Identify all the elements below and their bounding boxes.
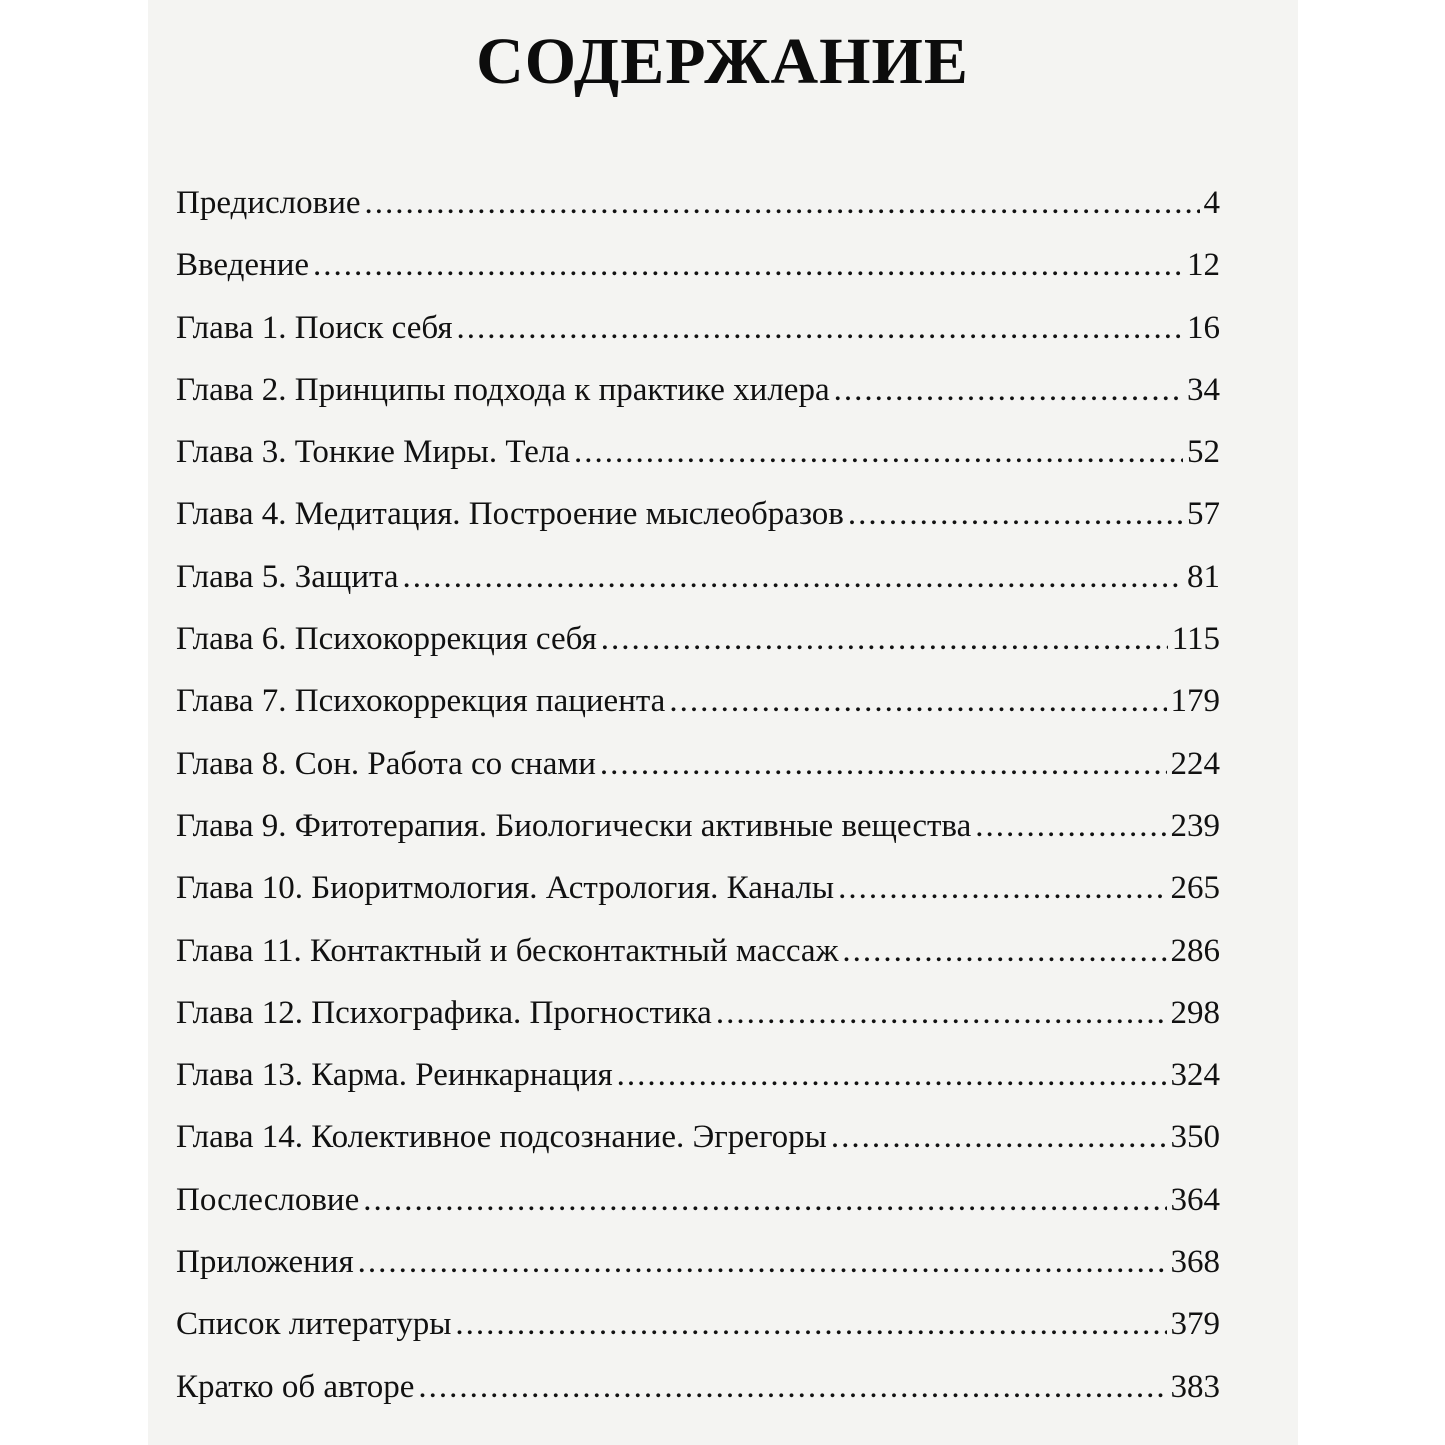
toc-entry-label: Глава 11. Контактный и бесконтактный массаж	[176, 932, 839, 969]
toc-entry	[176, 1356, 1220, 1418]
toc-entry-label: Глава 13. Карма. Реинкарнация	[176, 1057, 613, 1094]
toc-entry-page: 350	[1170, 1119, 1220, 1156]
toc-entry-label: Глава 8. Сон. Работа со снами	[176, 745, 596, 782]
toc-entry	[176, 483, 1220, 545]
dot-leader	[669, 670, 1166, 732]
toc-entry-page: 298	[1170, 994, 1220, 1031]
dot-leader	[363, 1169, 1166, 1231]
dot-leader	[617, 1044, 1167, 1106]
toc-entry	[176, 920, 1220, 982]
dot-leader	[574, 421, 1183, 483]
toc-entry-label: Глава 3. Тонкие Миры. Тела	[176, 434, 571, 471]
toc-entry	[176, 421, 1220, 483]
toc-entry-label: Глава 12. Психографика. Прогностика	[176, 994, 712, 1031]
toc-entry	[176, 795, 1220, 857]
toc-entry	[176, 1169, 1220, 1231]
toc-entry-label: Приложения	[176, 1244, 354, 1281]
table-of-contents	[176, 172, 1220, 1418]
dot-leader	[313, 234, 1183, 296]
toc-entry-label: Глава 1. Поиск себя	[176, 309, 453, 346]
toc-entry	[176, 670, 1220, 732]
toc-entry-page: 4	[1203, 185, 1220, 221]
toc-entry-label: Глава 7. Психокоррекция пациента	[176, 683, 666, 720]
toc-entry-page: 286	[1170, 932, 1220, 969]
dot-leader	[418, 1356, 1166, 1418]
dot-leader	[842, 920, 1166, 982]
toc-entry-label: Глава 10. Биоритмология. Астрология. Каналы	[176, 870, 835, 907]
toc-entry-page: 364	[1170, 1181, 1220, 1218]
dot-leader	[600, 733, 1167, 795]
toc-entry-page: 368	[1170, 1244, 1220, 1281]
dot-leader	[848, 483, 1183, 545]
toc-entry	[176, 733, 1220, 795]
toc-entry	[176, 982, 1220, 1044]
dot-leader	[601, 608, 1168, 670]
toc-entry-page: 265	[1170, 870, 1220, 907]
dot-leader	[831, 1106, 1167, 1168]
toc-entry-label: Глава 6. Психокоррекция себя	[176, 621, 597, 658]
toc-entry-page: 179	[1170, 683, 1220, 720]
dot-leader	[455, 1293, 1166, 1355]
toc-entry-page: 224	[1170, 745, 1220, 782]
toc-entry-page: 81	[1187, 558, 1220, 595]
dot-leader	[402, 546, 1183, 608]
toc-entry-label: Послесловие	[176, 1181, 360, 1218]
toc-entry	[176, 857, 1220, 919]
toc-entry	[176, 1106, 1220, 1168]
dot-leader	[834, 359, 1183, 421]
toc-entry-page: 52	[1187, 434, 1220, 471]
toc-entry	[176, 234, 1220, 296]
toc-entry-page: 383	[1170, 1368, 1220, 1405]
toc-entry-page: 379	[1170, 1306, 1220, 1343]
toc-entry-page: 34	[1187, 371, 1220, 408]
toc-entry-label: Глава 5. Защита	[176, 558, 399, 595]
toc-entry	[176, 608, 1220, 670]
toc-entry-label: Список литературы	[176, 1306, 452, 1343]
toc-entry-page: 115	[1171, 621, 1220, 658]
dot-leader	[716, 982, 1167, 1044]
toc-entry-page: 324	[1170, 1057, 1220, 1094]
toc-entry-label: Введение	[176, 247, 310, 284]
toc-entry	[176, 546, 1220, 608]
dot-leader	[365, 172, 1200, 234]
toc-entry-page: 12	[1187, 247, 1220, 284]
toc-entry	[176, 359, 1220, 421]
toc-entry-label: Предисловие	[176, 185, 361, 221]
toc-entry	[176, 172, 1220, 234]
toc-entry-label: Глава 4. Медитация. Построение мыслеобразов	[176, 496, 844, 533]
toc-entry	[176, 1293, 1220, 1355]
toc-entry-page: 16	[1187, 309, 1220, 346]
dot-leader	[457, 297, 1183, 359]
toc-entry	[176, 1044, 1220, 1106]
toc-entry-page: 239	[1170, 807, 1220, 844]
toc-entry-label: Кратко об авторе	[176, 1368, 415, 1405]
toc-entry-label: Глава 9. Фитотерапия. Биологически активные вещества	[176, 807, 972, 844]
toc-entry	[176, 297, 1220, 359]
dot-leader	[358, 1231, 1167, 1293]
page-title: СОДЕРЖАНИЕ	[476, 25, 969, 98]
toc-entry-page: 57	[1187, 496, 1220, 533]
dot-leader	[838, 857, 1166, 919]
dot-leader	[975, 795, 1166, 857]
toc-entry-label: Глава 2. Принципы подхода к практике хилера	[176, 371, 830, 408]
toc-entry-label: Глава 14. Колективное подсознание. Эгрегоры	[176, 1119, 827, 1156]
toc-entry	[176, 1231, 1220, 1293]
